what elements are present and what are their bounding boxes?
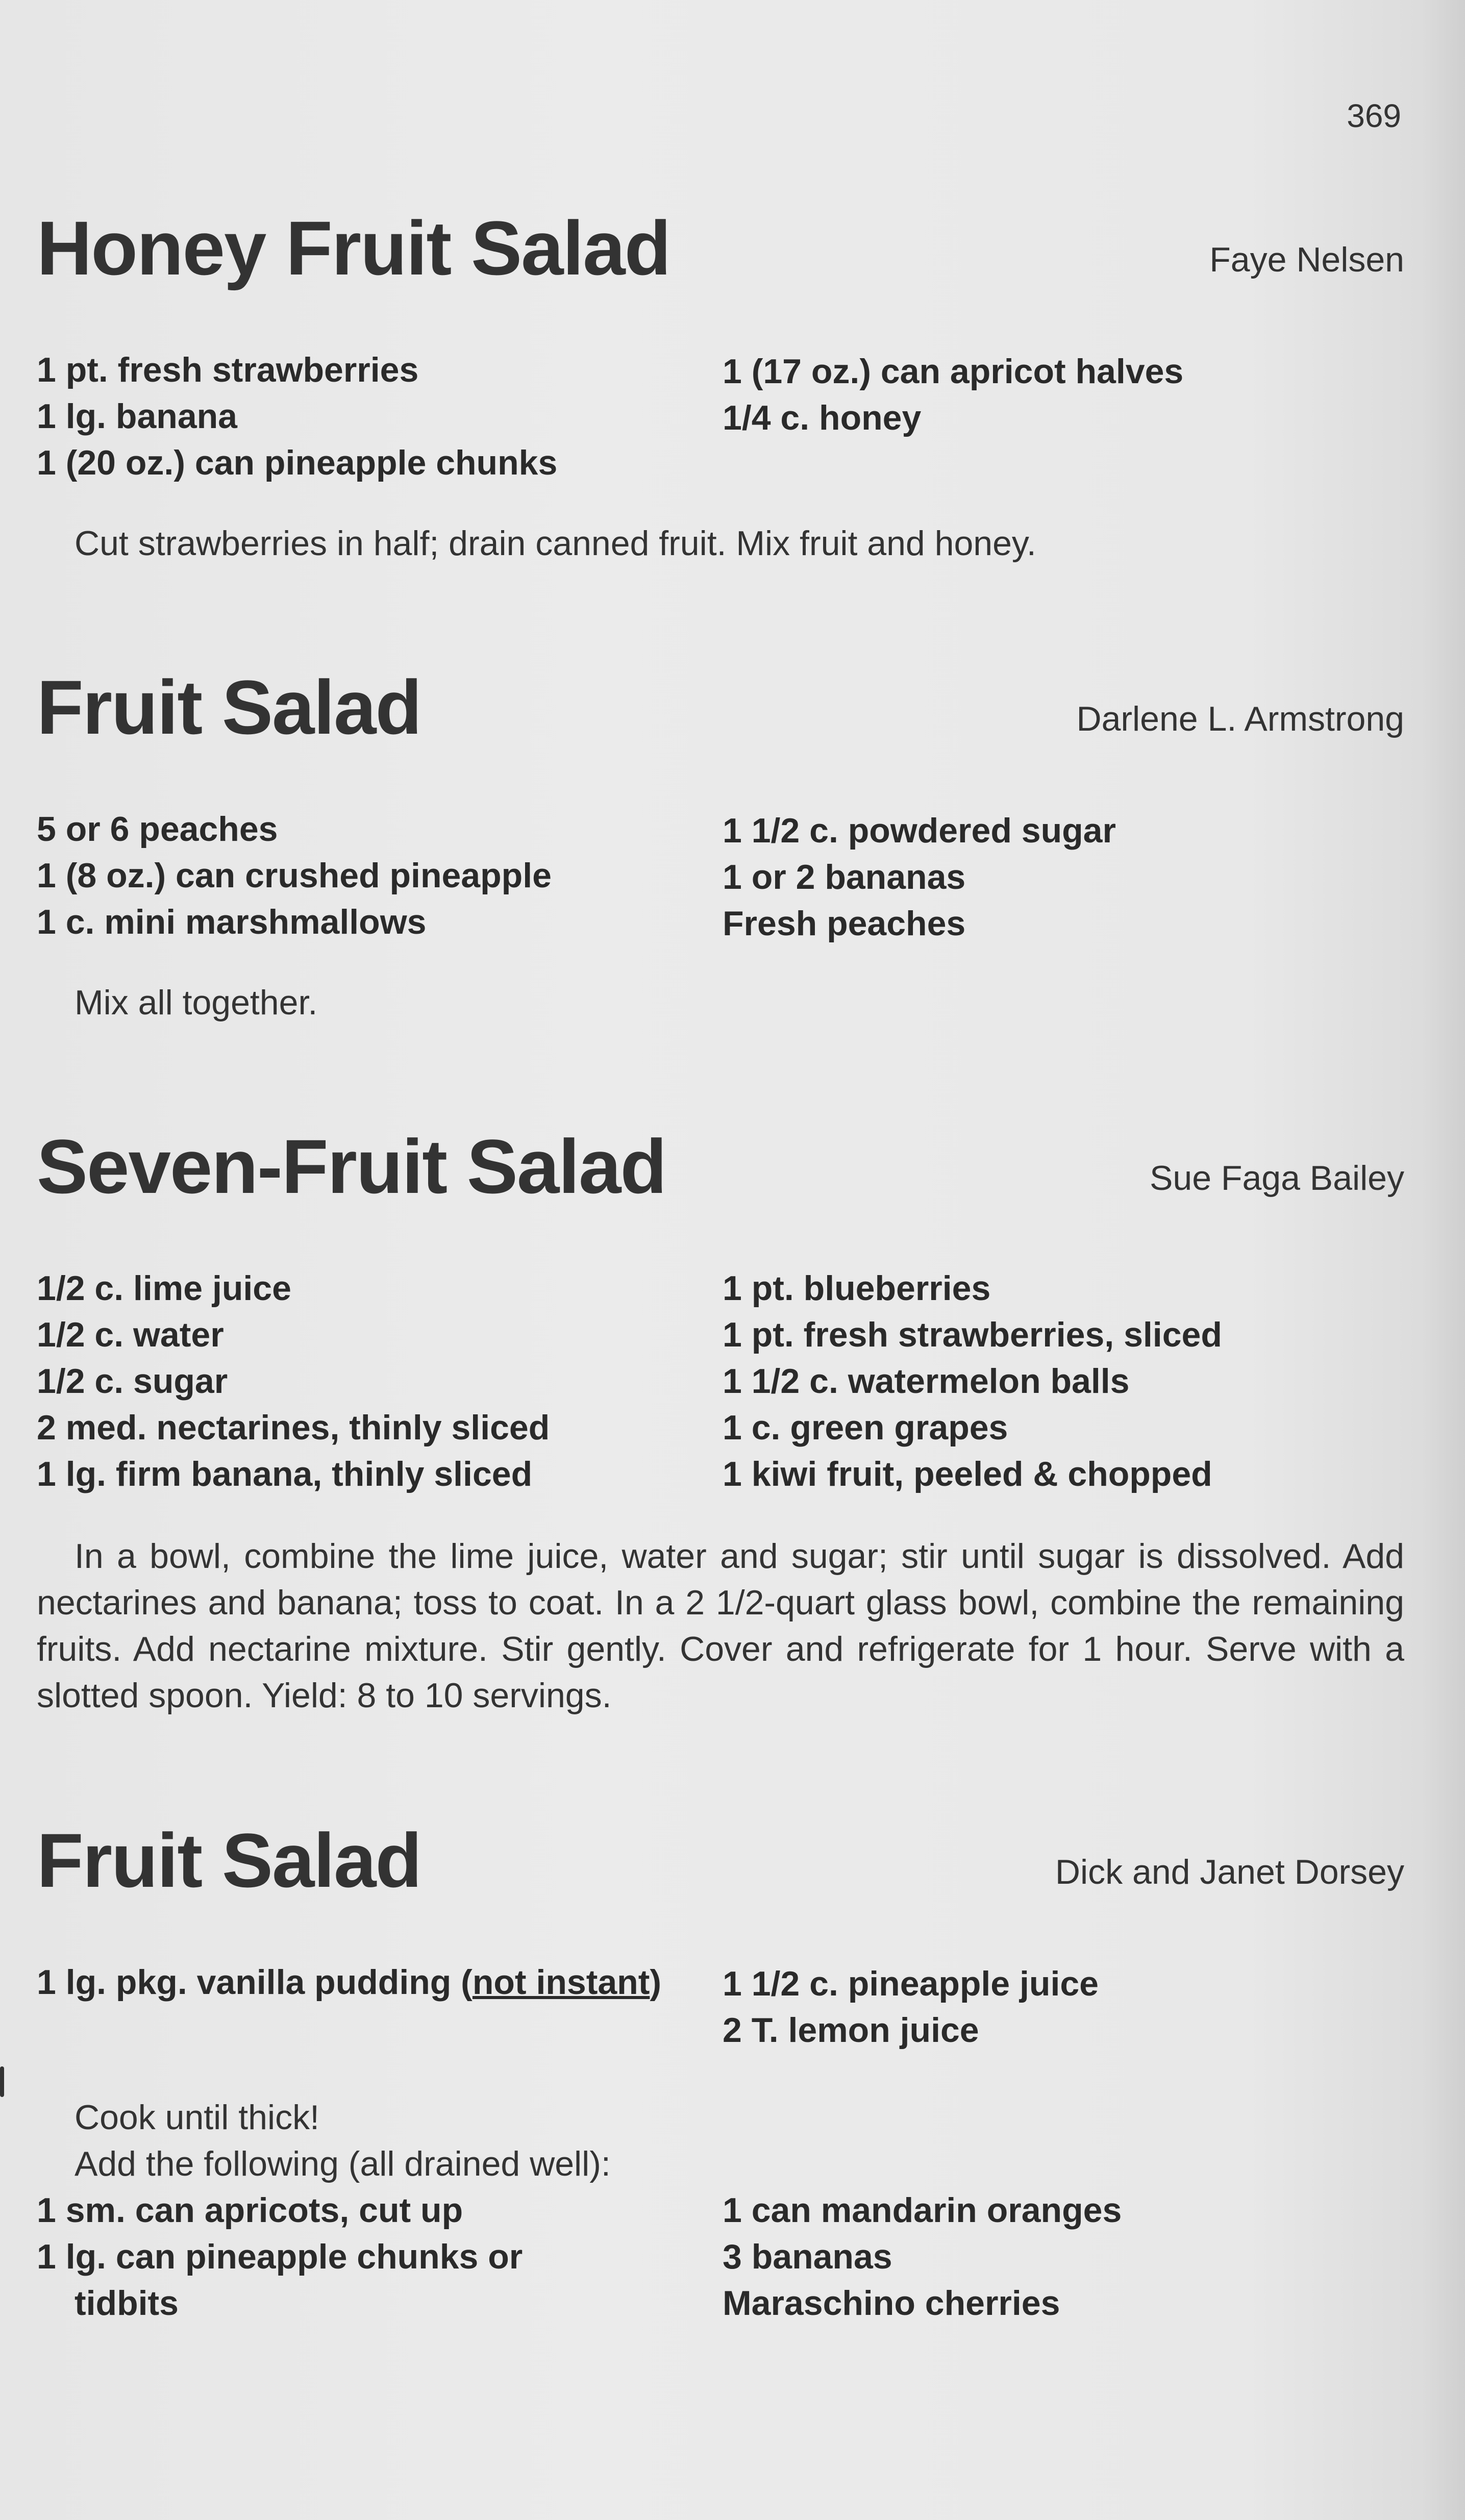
- ingredient: 1 1/2 c. pineapple juice: [723, 1964, 1099, 2003]
- ingredient-text: 1 lg. pkg. vanilla pudding (: [37, 1963, 473, 2002]
- ingredient: 1 c. mini marshmallows: [37, 903, 427, 941]
- ingredient: tidbits: [75, 2284, 179, 2323]
- ingredients-right: [723, 348, 1183, 441]
- ingredients-right: [723, 1961, 1099, 2054]
- ingredient: 5 or 6 peaches: [37, 810, 278, 849]
- ingredient: 1/4 c. honey: [723, 398, 922, 437]
- ingredient: 1 c. green grapes: [723, 1408, 1008, 1447]
- ingredient: 1 pt. blueberries: [723, 1269, 991, 1308]
- recipe-title: Fruit Salad: [37, 664, 421, 750]
- directions: Mix all together.: [75, 983, 318, 1022]
- ingredients-left: [37, 806, 552, 945]
- recipe-author: Faye Nelsen: [1209, 240, 1404, 279]
- ingredient: 1 1/2 c. watermelon balls: [723, 1362, 1130, 1401]
- ingredient: 1 can mandarin oranges: [723, 2191, 1122, 2230]
- recipe-author: Sue Faga Bailey: [1150, 1159, 1404, 1197]
- ingredients-left: [37, 347, 557, 486]
- ingredient: 1 kiwi fruit, peeled & chopped: [723, 1455, 1212, 1493]
- directions: Cook until thick!: [75, 2098, 319, 2137]
- ingredient: 1 lg. can pineapple chunks or: [37, 2237, 523, 2276]
- ingredients2-right: [723, 2187, 1122, 2327]
- recipe-author: Darlene L. Armstrong: [1076, 700, 1404, 738]
- ingredients-right: [723, 1265, 1222, 1498]
- ingredient: 1/2 c. sugar: [37, 1362, 228, 1401]
- ingredients-left: [37, 1959, 661, 2006]
- recipe-title: Honey Fruit Salad: [37, 205, 671, 291]
- ingredients-left: [37, 1265, 550, 1498]
- directions: Cut strawberries in half; drain canned fruit. Mix fruit and honey.: [75, 524, 1036, 563]
- ingredient: 1 sm. can apricots, cut up: [37, 2191, 463, 2230]
- page-edge-mark: [0, 2066, 4, 2097]
- directions: Add the following (all drained well):: [75, 2144, 611, 2183]
- recipe-title: Fruit Salad: [37, 1817, 421, 1903]
- page-number: 369: [1347, 97, 1401, 134]
- ingredient: [37, 1959, 661, 2006]
- ingredient-text-end: ): [650, 1963, 661, 2002]
- ingredient: 1 (20 oz.) can pineapple chunks: [37, 443, 558, 482]
- ingredient: 2 T. lemon juice: [723, 2011, 979, 2050]
- ingredient: 1 1/2 c. powdered sugar: [723, 811, 1116, 850]
- ingredient: 1 (8 oz.) can crushed pineapple: [37, 856, 552, 895]
- ingredient: 1 lg. firm banana, thinly sliced: [37, 1455, 533, 1493]
- ingredients2-left: [37, 2187, 523, 2327]
- ingredient: 1 pt. fresh strawberries, sliced: [723, 1315, 1222, 1354]
- ingredient: 3 bananas: [723, 2237, 892, 2276]
- recipe-author: Dick and Janet Dorsey: [1055, 1853, 1404, 1891]
- ingredients-right: [723, 808, 1116, 947]
- directions: In a bowl, combine the lime juice, water and sugar; stir until sugar is dissolved. Add nectarines and banana; toss to coat. In a 2 1/2-quart glass bowl, combine the remaining fruits. Add nectarine mixture. Stir gently. Cover and refrigerate for 1 hour. Serve with a slotted spoon. Yield: 8 to 10 servings.: [37, 1537, 1404, 1715]
- ingredient: Maraschino cherries: [723, 2284, 1060, 2323]
- recipe-title: Seven-Fruit Salad: [37, 1124, 666, 1209]
- ingredient: 1 pt. fresh strawberries: [37, 351, 419, 389]
- ingredient: 1 or 2 bananas: [723, 858, 966, 896]
- ingredient: Fresh peaches: [723, 904, 966, 943]
- ingredient: 2 med. nectarines, thinly sliced: [37, 1408, 550, 1447]
- ingredient: 1 lg. banana: [37, 397, 237, 436]
- ingredient: 1 (17 oz.) can apricot halves: [723, 352, 1184, 391]
- underlined-note: not instant: [472, 1963, 650, 2002]
- ingredient: 1/2 c. water: [37, 1315, 224, 1354]
- ingredient: 1/2 c. lime juice: [37, 1269, 291, 1308]
